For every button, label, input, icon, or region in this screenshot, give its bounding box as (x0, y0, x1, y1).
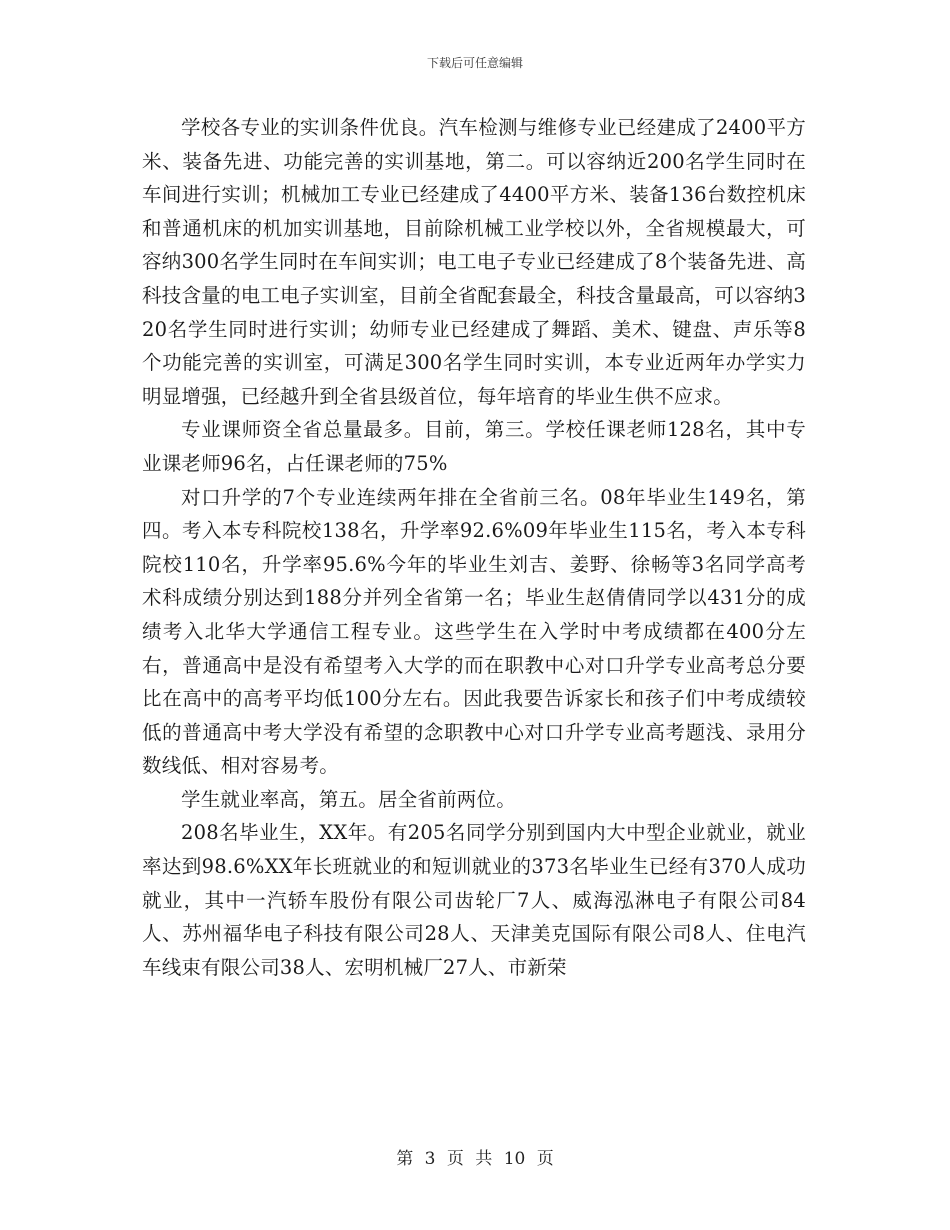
page-header: 下载后可任意编辑 (426, 56, 523, 70)
paragraph-training-facilities: 学校各专业的实训条件优良。汽车检测与维修专业已经建成了2400平方米、装备先进、功能完善的实训基地，第二。可以容纳近200名学生同时在车间进行实训；机械加工专业已经建成了4400平方米、装备136台数控机床和普通机床的机加实训基地，目前除机械工业学校以外，全省规模最大，可容纳300名学生同时在车间实训；电工电子专业已经建成了8个装备先进、高科技含量的电工电子实训室，目前全省配套最全，科技含量最高，可以容纳320名学生同时进行实训；幼师专业已经建成了舞蹈、美术、键盘、声乐等8个功能完善的实训室，可满足300名学生同时实训，本专业近两年办学实力明显增强，已经越升到全省县级首位，每年培育的毕业生供不应求。 (142, 116, 806, 408)
page-footer: 第 3 页 共 10 页 (396, 1149, 554, 1169)
paragraph-employment-details: 208名毕业生，XX年。有205名同学分别到国内大中型企业就业，就业率达到98.6%XX年长班就业的和短训就业的373名毕业生已经有370人成功就业，其中一汽轿车股份有限公司齿轮厂7人、威海泓淋电子有限公司84人、苏州福华电子科技有限公司28人、天津美克国际有限公司8人、住电汽车线束有限公司38人、宏明机械厂27人、市新荣 (142, 821, 806, 979)
paragraph-employment-heading: 学生就业率高，第五。居全省前两位。 (181, 787, 516, 811)
paragraph-teaching-staff: 专业课师资全省总量最多。目前，第三。学校任课老师128名，其中专业课老师96名，占任课老师的75% (142, 418, 806, 475)
paragraph-college-admission: 对口升学的7个专业连续两年排在全省前三名。08年毕业生149名，第四。考入本专科院校138名，升学率92.6%09年毕业生115名，考入本专科院校110名，升学率95.6%今年的毕业生刘吉、姜野、徐畅等3名同学高考术科成绩分别达到188分并列全省第一名；毕业生赵倩倩同学以431分的成绩考入北华大学通信工程专业。这些学生在入学时中考成绩都在400分左右，普通高中是没有希望考入大学的而在职教中心对口升学专业高考总分要比在高中的高考平均低100分左右。因此我要告诉家长和孩子们中考成绩较低的普通高中考大学没有希望的念职教中心对口升学专业高考题浅、录用分数线低、相对容易考。 (142, 485, 806, 778)
document-body (142, 111, 806, 984)
